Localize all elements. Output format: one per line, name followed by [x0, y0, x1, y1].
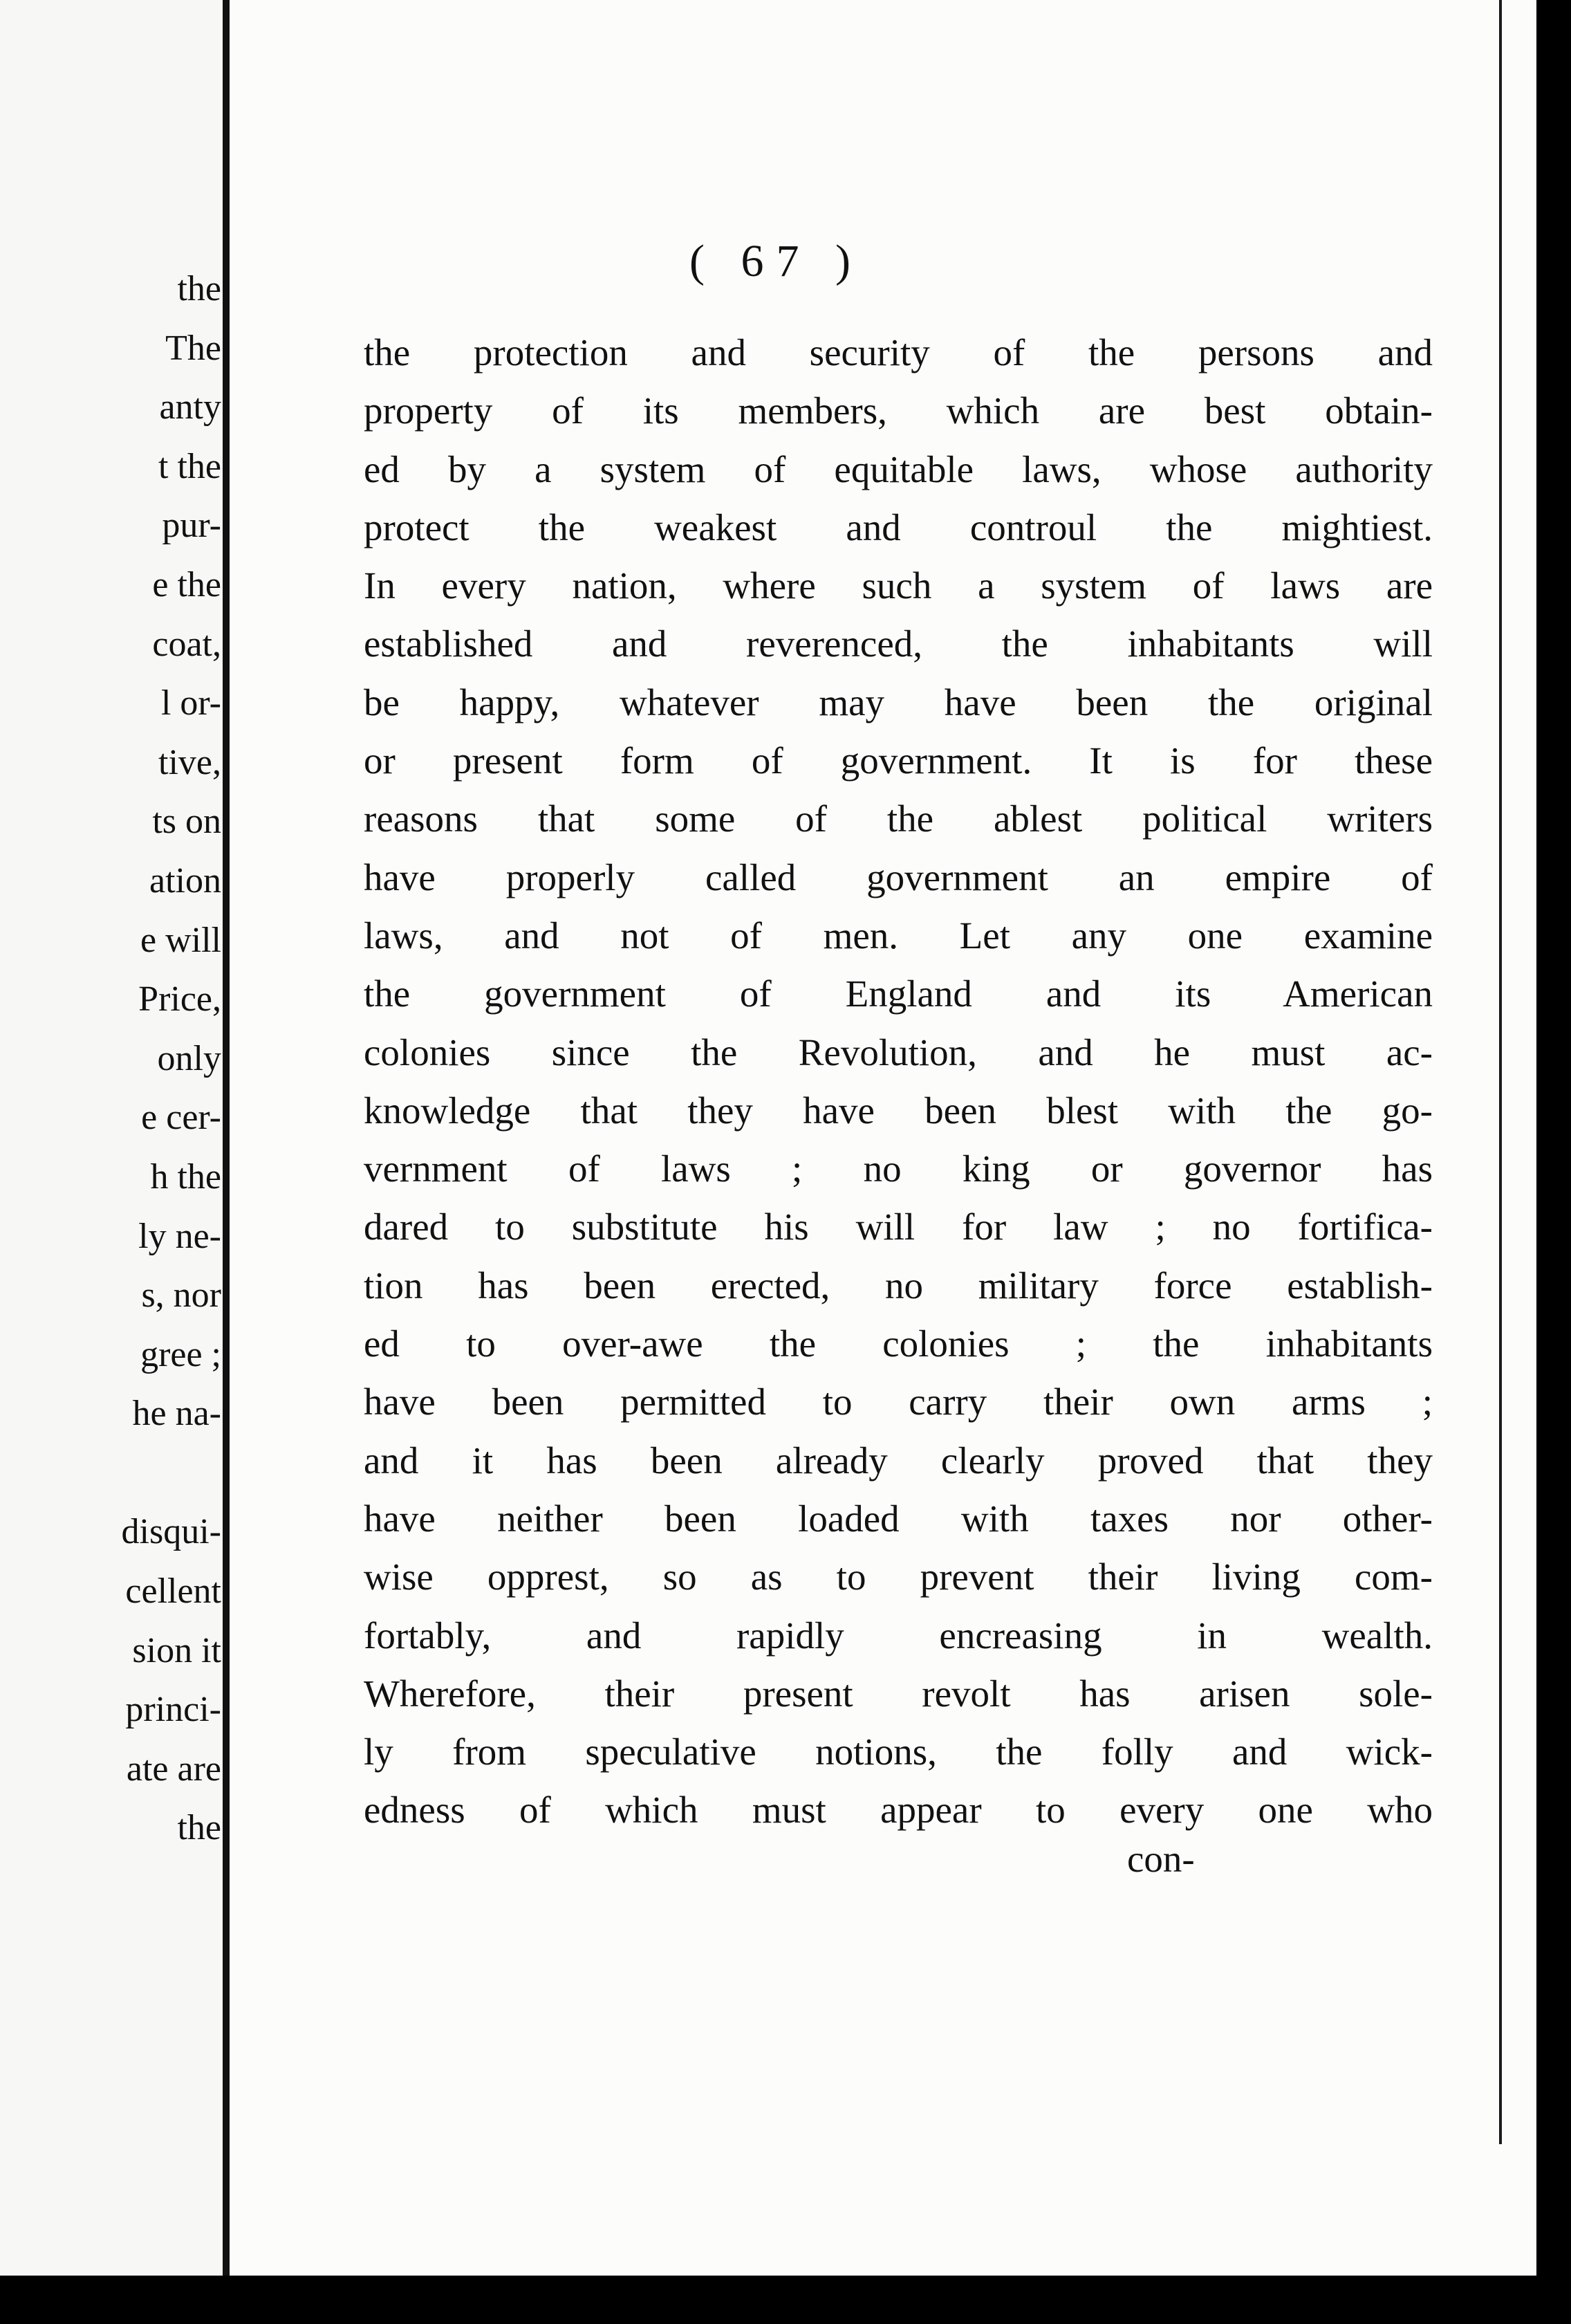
text-line: In every nation, where such a system of laws are: [364, 564, 1433, 607]
facing-line-ending: ation: [149, 860, 221, 901]
book-gutter: [223, 0, 230, 2282]
facing-line-ending: princi-: [125, 1690, 221, 1730]
facing-line-ending: e cer-: [141, 1098, 221, 1138]
facing-page-line-endings: [122, 259, 221, 1858]
facing-line-ending: the: [177, 1808, 221, 1848]
facing-line-ending: e the: [152, 564, 221, 605]
text-line: have been permitted to carry their own arms ;: [364, 1381, 1433, 1423]
text-line: colonies since the Revolution, and he must ac-: [364, 1031, 1433, 1073]
facing-line-ending: s, nor: [141, 1275, 221, 1316]
facing-line-ending: tive,: [158, 742, 221, 782]
facing-line-ending: anty: [159, 387, 221, 427]
facing-line-ending: he na-: [132, 1394, 221, 1434]
text-line: knowledge that they have been blest with the go-: [364, 1089, 1433, 1132]
facing-line-ending: disqui-: [121, 1512, 221, 1552]
text-line: the government of England and its American: [364, 972, 1433, 1015]
text-line: established and reverenced, the inhabitants will: [364, 622, 1433, 665]
facing-line-ending: only: [157, 1038, 221, 1078]
scan-bottom-border: [0, 2276, 1571, 2324]
catchword: con-: [1127, 1838, 1195, 1880]
facing-line-ending: cellent: [125, 1571, 221, 1612]
facing-line-ending: [122, 1444, 221, 1503]
facing-line-ending: ate are: [126, 1749, 221, 1789]
text-line: ly from speculative notions, the folly and wick-: [364, 1731, 1433, 1773]
text-line: tion has been erected, no military force establish-: [364, 1264, 1433, 1307]
text-line: vernment of laws ; no king or governor has: [364, 1147, 1433, 1190]
text-line: ed by a system of equitable laws, whose authority: [364, 448, 1433, 490]
facing-line-ending: sion it: [132, 1630, 221, 1670]
facing-line-ending: the: [177, 269, 221, 308]
text-line: the protection and security of the persons and: [364, 331, 1433, 374]
text-line: dared to substitute his will for law ; no fortifica-: [364, 1206, 1433, 1248]
page-edge-shadow: [1499, 0, 1502, 2144]
text-line: or present form of government. It is for these: [364, 739, 1433, 782]
text-line: ed to over-awe the colonies ; the inhabitants: [364, 1322, 1433, 1365]
text-line: fortably, and rapidly encreasing in wealth.: [364, 1614, 1433, 1657]
facing-line-ending: h the: [150, 1156, 221, 1197]
facing-line-ending: gree ;: [140, 1334, 221, 1374]
text-line: be happy, whatever may have been the original: [364, 681, 1433, 723]
text-line: reasons that some of the ablest political writers: [364, 797, 1433, 840]
text-line: laws, and not of men. Let any one examine: [364, 914, 1433, 957]
text-line: have neither been loaded with taxes nor other-: [364, 1497, 1433, 1540]
text-line: have properly called government an empire of: [364, 856, 1433, 898]
facing-page-fragment: [0, 0, 228, 2276]
text-line: protect the weakest and controul the mightiest.: [364, 506, 1433, 548]
text-line: wise opprest, so as to prevent their living com-: [364, 1556, 1433, 1598]
page-body-text: [364, 324, 1433, 1840]
facing-line-ending: ly ne-: [138, 1216, 221, 1256]
text-line: property of its members, which are best obtain-: [364, 389, 1433, 432]
facing-line-ending: e will: [140, 920, 221, 960]
facing-line-ending: coat,: [152, 624, 221, 664]
facing-line-ending: The: [165, 328, 221, 368]
book-page: [230, 0, 1536, 2276]
text-line: and it has been already clearly proved that they: [364, 1439, 1433, 1482]
text-line: Wherefore, their present revolt has arisen sole-: [364, 1672, 1433, 1715]
facing-line-ending: t the: [158, 446, 221, 486]
facing-line-ending: Price,: [138, 979, 221, 1020]
facing-line-ending: pur-: [162, 506, 221, 546]
facing-line-ending: ts on: [152, 802, 221, 842]
text-line: edness of which must appear to every one who: [364, 1789, 1433, 1832]
page-number: ( 67 ): [689, 236, 863, 286]
facing-line-ending: l or-: [160, 683, 221, 723]
